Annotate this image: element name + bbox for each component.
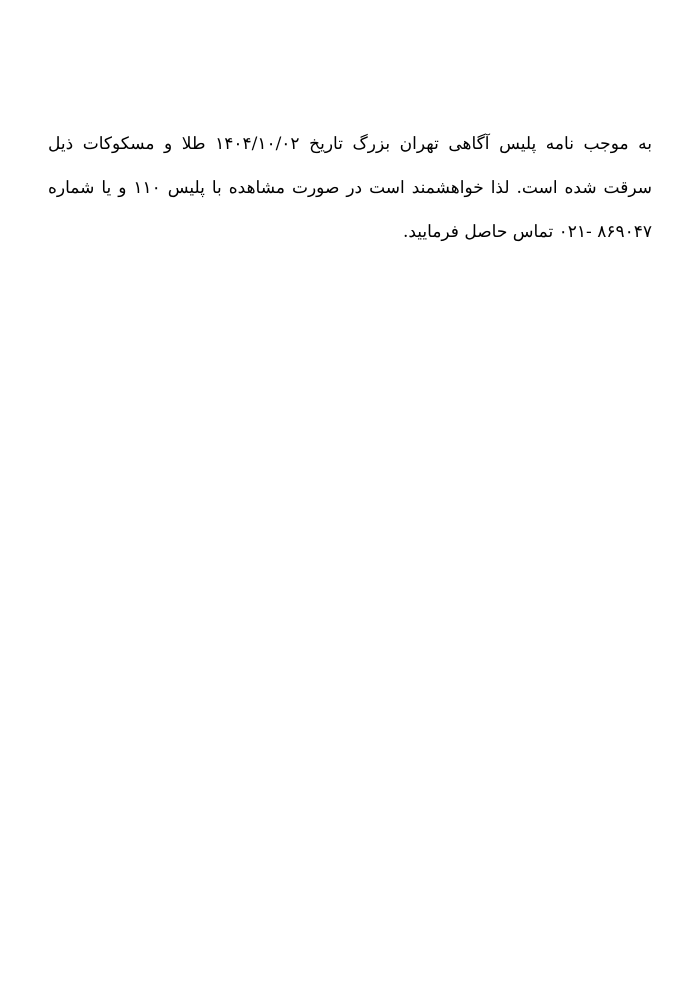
paragraph-line-3: ۸۶۹۰۴۷ -۰۲۱ تماس حاصل فرمایید. — [402, 222, 652, 242]
paragraph-line-1: به موجب نامه پلیس آگاهی تهران بزرگ تاریخ ۱۴۰۴/۱۰/۰۲ طلا و مسکوکات ذیل — [48, 134, 652, 154]
paragraph-line-2: سرقت شده است. لذا خواهشمند است در صورت مشاهده با پلیس ۱۱۰ و یا شماره — [48, 178, 652, 198]
notice-paragraph — [48, 122, 652, 254]
